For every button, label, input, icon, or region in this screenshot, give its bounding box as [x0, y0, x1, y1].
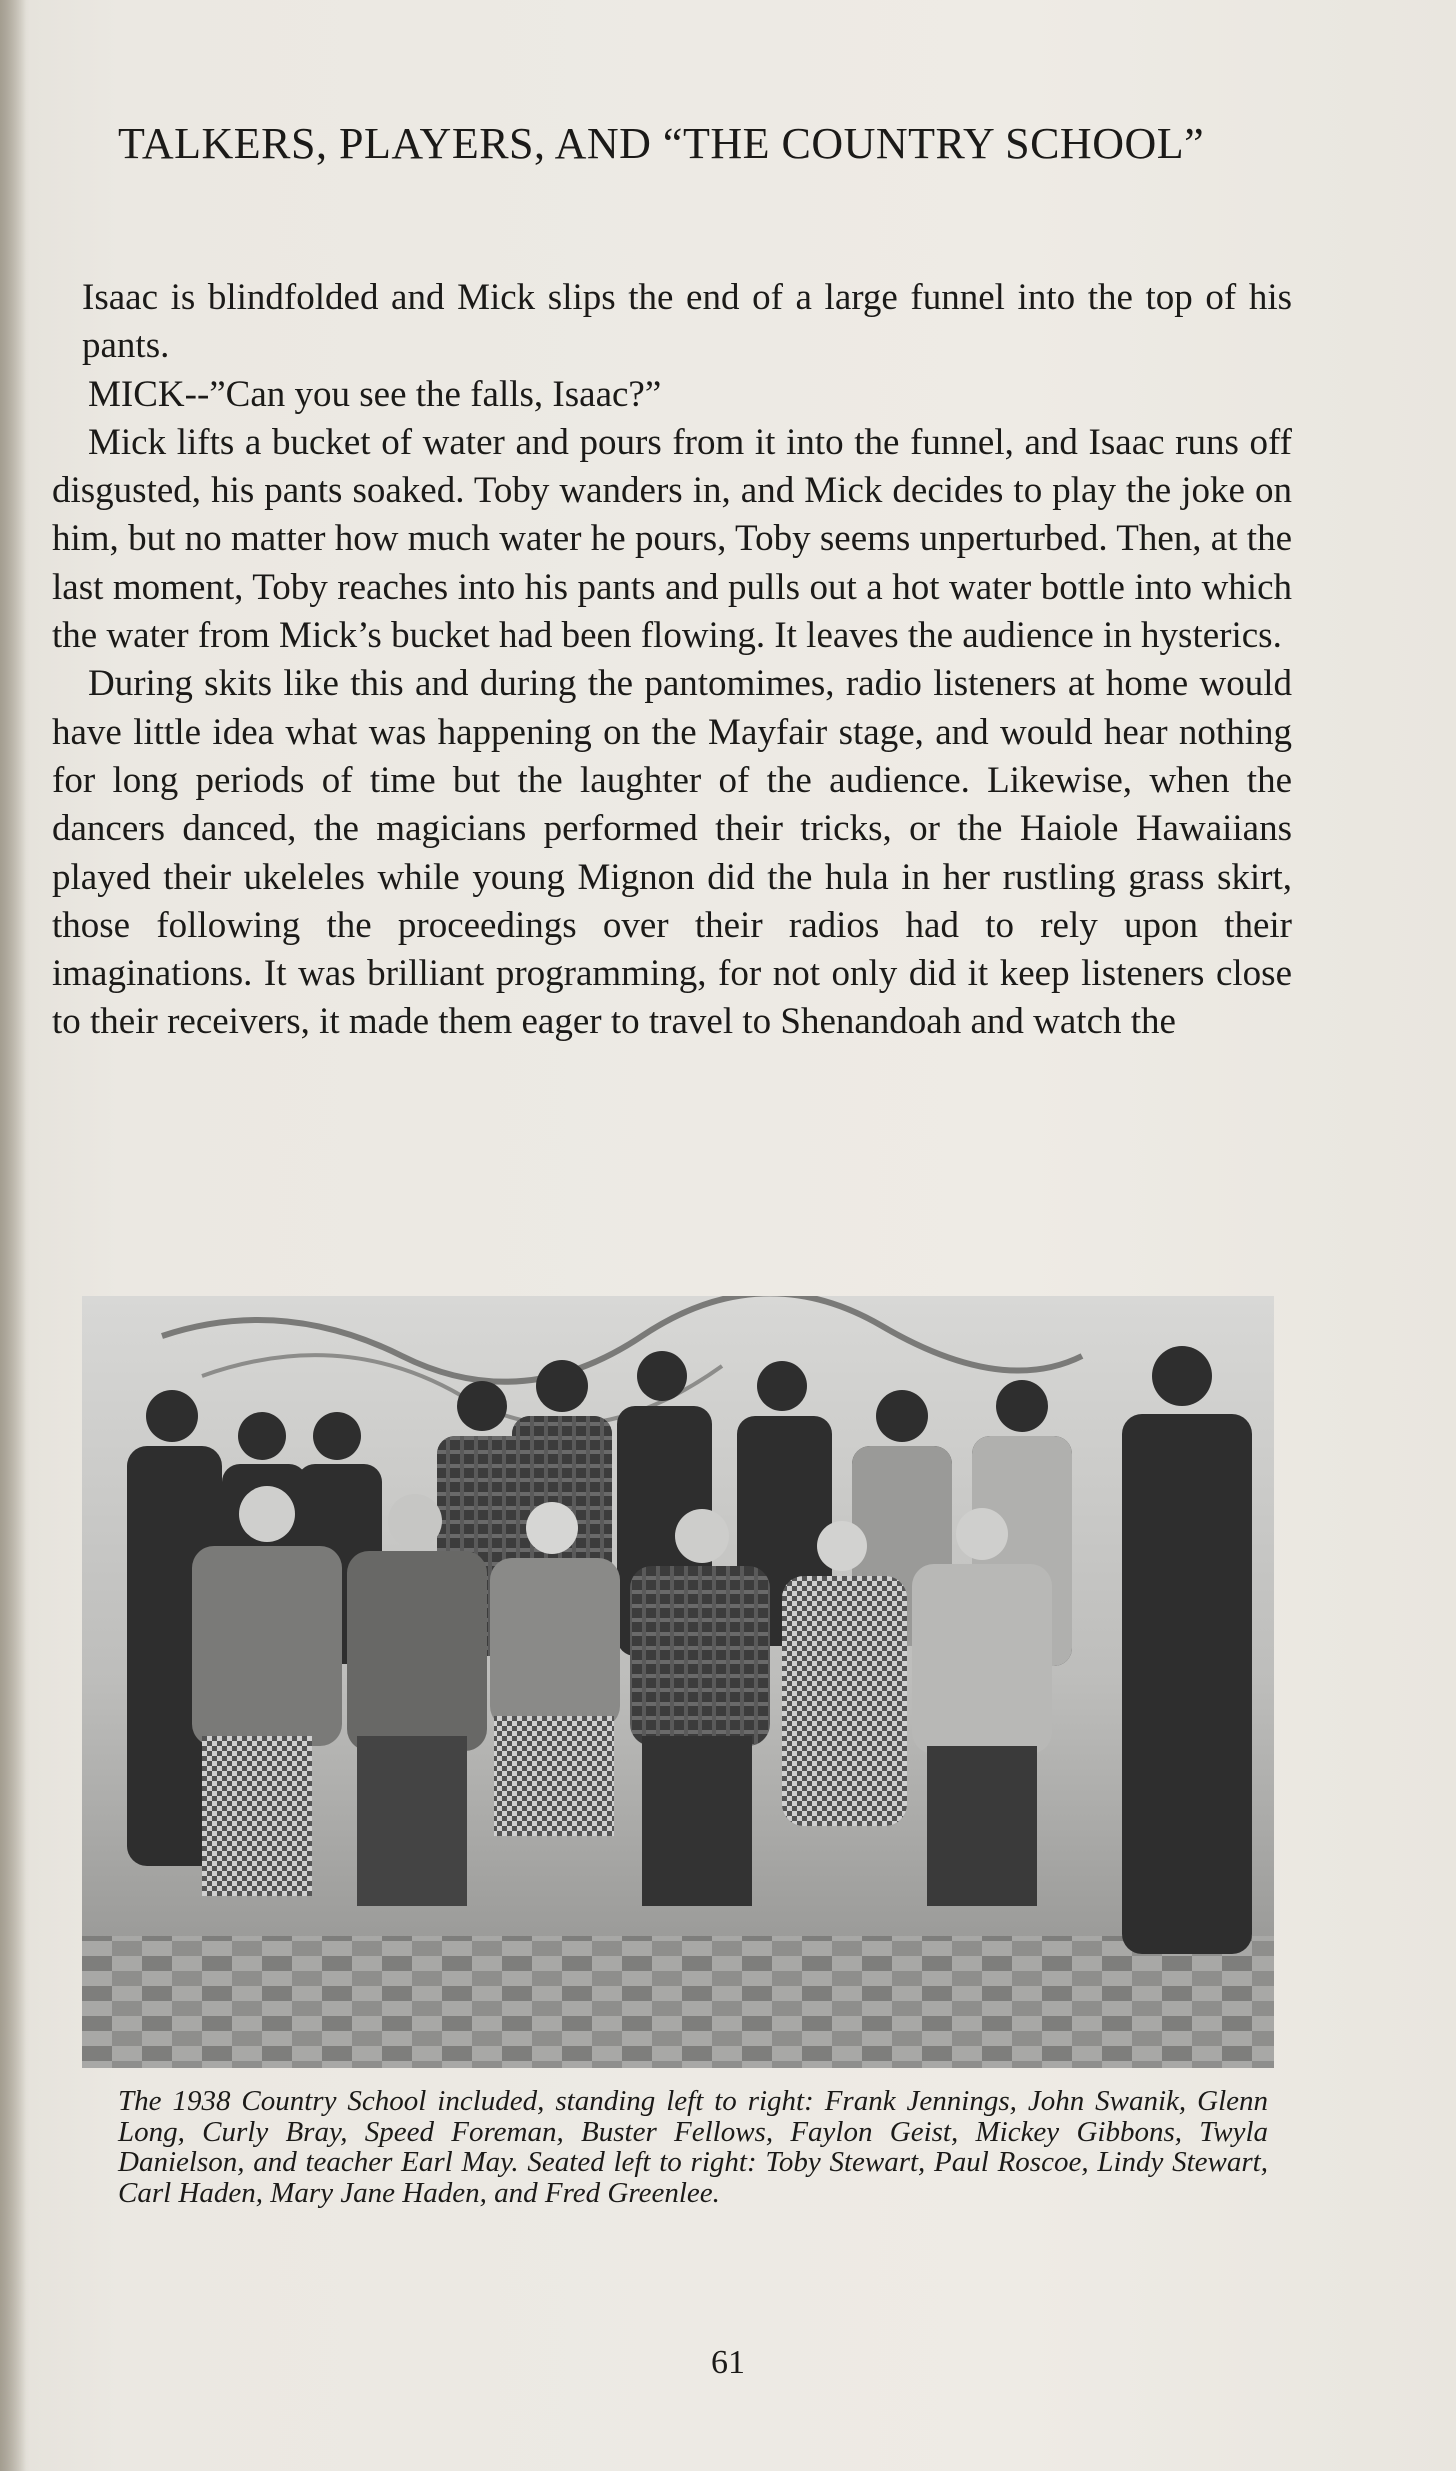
- group-photo-drawing: [82, 1296, 1274, 2068]
- paragraph-1: Isaac is blindfolded and Mick slips the end of a large funnel into the top of his pants.: [82, 277, 1292, 367]
- running-head: TALKERS, PLAYERS, AND “THE COUNTRY SCHOOL”: [118, 119, 1205, 168]
- paragraph-4: During skits like this and during the pantomimes, radio listeners at home would have little idea what was happening on the Mayfair stage, and would hear nothing for long periods of time but the laughter of the audience. Likewise, when the dancers danced, the magicians performed their tricks, or the Haiole Hawaiians played their ukeleles while young Mignon did the hula in her rustling grass skirt, those following the proceedings over their radios had to rely upon their imaginations. It was brilliant programming, for not only did it keep listeners close to their receivers, it made them eager to travel to Shenandoah and watch the: [52, 663, 1292, 1043]
- group-photo: [82, 1296, 1274, 2068]
- paragraph-3: Mick lifts a bucket of water and pours from it into the funnel, and Isaac runs off disgusted, his pants soaked. Toby wanders in, and Mick decides to play the joke on him, but no matter how much water he pours, Toby seems unperturbed. Then, at the last moment, Toby reaches into his pants and pulls out a hot water bottle into which the water from Mick’s bucket had been flowing. It leaves the audience in hysterics.: [52, 421, 1292, 657]
- gutter-shadow: [0, 0, 26, 2471]
- body-text: [52, 274, 1292, 1047]
- paragraph-2: MICK--”Can you see the falls, Isaac?”: [88, 373, 662, 415]
- photo-caption: The 1938 Country School included, standing left to right: Frank Jennings, John Swanik, Glenn Long, Curly Bray, Speed Foreman, Buster Fellows, Faylon Geist, Mickey Gibbons, Twyla Danielson, and teacher Earl May. Seated left to right: Toby Stewart, Paul Roscoe, Lindy Stewart, Carl Haden, Mary Jane Haden, and Fred Greenlee.: [118, 2085, 1268, 2209]
- page-number: 61: [711, 2344, 745, 2381]
